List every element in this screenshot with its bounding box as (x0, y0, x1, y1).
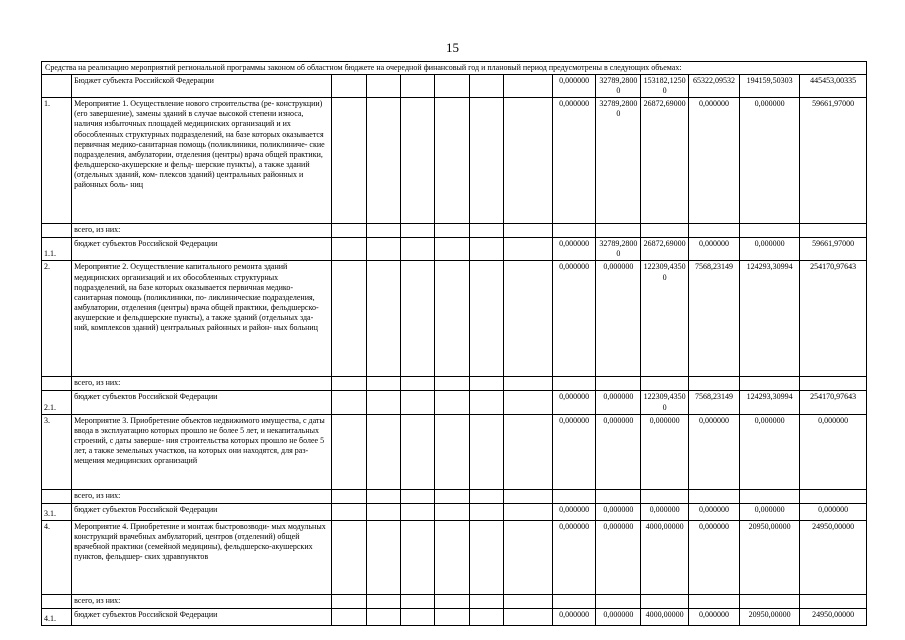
value-cell: 0,000000 (740, 238, 800, 261)
measure-row (42, 520, 867, 594)
empty-cell (400, 261, 434, 377)
empty-cell (503, 98, 552, 224)
budget-label: бюджет субъектов Российской Федерации (72, 608, 332, 625)
budget-row (42, 503, 867, 520)
empty-cell (469, 261, 503, 377)
row-number: 2.1. (42, 391, 72, 414)
value-cell: 124293,30994 (740, 261, 800, 377)
value-cell: 0,000000 (552, 391, 596, 414)
value-cell: 0,000000 (596, 261, 641, 377)
value-cell: 0,000000 (641, 414, 689, 489)
empty-cell (400, 414, 434, 489)
value-cell: 7568,23149 (689, 391, 740, 414)
row-number: 4.1. (42, 608, 72, 625)
empty-cell (366, 98, 400, 224)
value-cell: 0,000000 (689, 503, 740, 520)
value-cell: 7568,23149 (689, 261, 740, 377)
empty-cell (366, 261, 400, 377)
budget-row (42, 608, 867, 625)
value-cell: 4000,00000 (641, 520, 689, 594)
total-row (42, 75, 867, 98)
value-cell: 0,000000 (552, 75, 596, 98)
empty-cell (469, 98, 503, 224)
row-number (42, 75, 72, 98)
value-cell: 0,000000 (596, 414, 641, 489)
value-cell: 0,000000 (552, 98, 596, 224)
empty-cell (400, 520, 434, 594)
page-number: 15 (446, 40, 459, 55)
value-cell: 124293,30994 (740, 391, 800, 414)
row-number: 1. (42, 98, 72, 224)
empty-cell (366, 414, 400, 489)
empty-cell (503, 520, 552, 594)
empty-cell (332, 261, 366, 377)
budget-label: бюджет субъектов Российской Федерации (72, 391, 332, 414)
value-cell: 0,000000 (552, 238, 596, 261)
empty-cell (435, 520, 469, 594)
empty-cell (435, 261, 469, 377)
empty-cell (469, 414, 503, 489)
value-cell: 0,000000 (596, 391, 641, 414)
value-cell: 0,000000 (689, 414, 740, 489)
value-cell: 32789,28000 (596, 238, 641, 261)
value-cell: 32789,28000 (596, 75, 641, 98)
empty-cell (332, 520, 366, 594)
value-cell: 254170,97643 (800, 391, 867, 414)
empty-cell (503, 261, 552, 377)
budget-label: бюджет субъектов Российской Федерации (72, 503, 332, 520)
subtotal-row (42, 594, 867, 608)
value-cell: 122309,43500 (641, 391, 689, 414)
value-cell: 0,000000 (552, 608, 596, 625)
row-number: 2. (42, 261, 72, 377)
value-cell: 32789,28000 (596, 98, 641, 224)
value-cell: 0,000000 (689, 238, 740, 261)
value-cell: 0,000000 (740, 503, 800, 520)
value-cell: 59661,97000 (800, 98, 867, 224)
value-cell: 0,000000 (596, 608, 641, 625)
value-cell: 0,000000 (641, 503, 689, 520)
measure-description: Мероприятие 3. Приобретение объектов недвижимого имущества, с даты ввода в эксплуатацию которых прошло не более 5 лет, и некапитальных строений, с даты заверше- ния строительства которых прошло не более 5 лет, а также земельных участков, на которых они находятся, для раз- мещения медицинских организаций (72, 414, 332, 489)
value-cell: 0,000000 (552, 503, 596, 520)
caption-text: Средства на реализацию мероприятий региональной программы законом об областном бюджете на очередной финансовый год и плановый период предусмотрены в следующих объемах: (42, 62, 867, 75)
subtotal-label: всего, из них: (72, 489, 332, 503)
value-cell: 153182,12500 (641, 75, 689, 98)
value-cell: 0,000000 (689, 520, 740, 594)
value-cell: 0,000000 (800, 503, 867, 520)
empty-cell (435, 98, 469, 224)
row-number: 4. (42, 520, 72, 594)
value-cell: 24950,00000 (800, 608, 867, 625)
empty-cell (332, 98, 366, 224)
subtotal-label: всего, из них: (72, 594, 332, 608)
value-cell: 0,000000 (552, 414, 596, 489)
measure-description: Мероприятие 2. Осуществление капитального ремонта зданий медицинских организаций и их обособленных структурных подразделений, на базе которых оказывается первичная медико-санитарная помощь (поликлиники, по- ликлинические подразделения, амбулатории, отделения (центры) врача общей практики, фельдшерско-акушерские и фельдшерские пункты), а также зданий (отдельных зда- ний, комплексов зданий) центральных районных и район- ных больниц (72, 261, 332, 377)
value-cell: 4000,00000 (641, 608, 689, 625)
value-cell: 0,000000 (552, 520, 596, 594)
value-cell: 20950,00000 (740, 608, 800, 625)
empty-cell (435, 414, 469, 489)
value-cell: 0,000000 (740, 98, 800, 224)
measure-row (42, 261, 867, 377)
value-cell: 254170,97643 (800, 261, 867, 377)
measure-row (42, 98, 867, 224)
caption-row (42, 62, 867, 75)
subtotal-row (42, 377, 867, 391)
empty-cell (332, 414, 366, 489)
row-number: 1.1. (42, 238, 72, 261)
value-cell: 0,000000 (596, 503, 641, 520)
budget-table (41, 61, 867, 626)
measure-row (42, 414, 867, 489)
budget-row (42, 238, 867, 261)
value-cell: 65322,09532 (689, 75, 740, 98)
empty-cell (400, 98, 434, 224)
subtotal-row (42, 224, 867, 238)
empty-cell (503, 414, 552, 489)
value-cell: 59661,97000 (800, 238, 867, 261)
subtotal-label: всего, из них: (72, 224, 332, 238)
row-number: 3. (42, 414, 72, 489)
empty-cell (469, 520, 503, 594)
value-cell: 194159,50303 (740, 75, 800, 98)
measure-description: Мероприятие 4. Приобретение и монтаж быстровозводи- мых модульных конструкций врачебных амбулаторий, центров (отделений) общей врачебной практики (семейной медицины), фельдшерско-акушерских пунктов, фельдшер- ских здравпунктов (72, 520, 332, 594)
value-cell: 0,000000 (552, 261, 596, 377)
value-cell: 445453,00335 (800, 75, 867, 98)
row-number: 3.1. (42, 503, 72, 520)
value-cell: 26872,69000 (641, 98, 689, 224)
value-cell: 24950,00000 (800, 520, 867, 594)
value-cell: 20950,00000 (740, 520, 800, 594)
value-cell: 0,000000 (800, 414, 867, 489)
subtotal-label: всего, из них: (72, 377, 332, 391)
empty-cell (366, 520, 400, 594)
value-cell: 0,000000 (596, 520, 641, 594)
value-cell: 122309,43500 (641, 261, 689, 377)
budget-label: бюджет субъектов Российской Федерации (72, 238, 332, 261)
value-cell: 0,000000 (689, 98, 740, 224)
value-cell: 0,000000 (740, 414, 800, 489)
value-cell: 26872,69000 (641, 238, 689, 261)
budget-row (42, 391, 867, 414)
value-cell: 0,000000 (689, 608, 740, 625)
subtotal-row (42, 489, 867, 503)
total-label: Бюджет субъекта Российской Федерации (72, 75, 332, 98)
measure-description: Мероприятие 1. Осуществление нового строительства (ре- конструкции) (его завершение), замены зданий в случае высокой степени износа, наличия избыточных площадей медицинских организаций и их обособленных структурных подразделений, на базе которых оказывается первичная медико-санитарная помощь (поликлиники, поликлиниче- ские подразделения, амбулатории, отделения (центры) врача общей практики, фельдшерско-акушерские и фельд- шерские пункты), а также зданий (отдельных зданий, ком- плексов зданий) центральных районных и районных боль- ниц (72, 98, 332, 224)
